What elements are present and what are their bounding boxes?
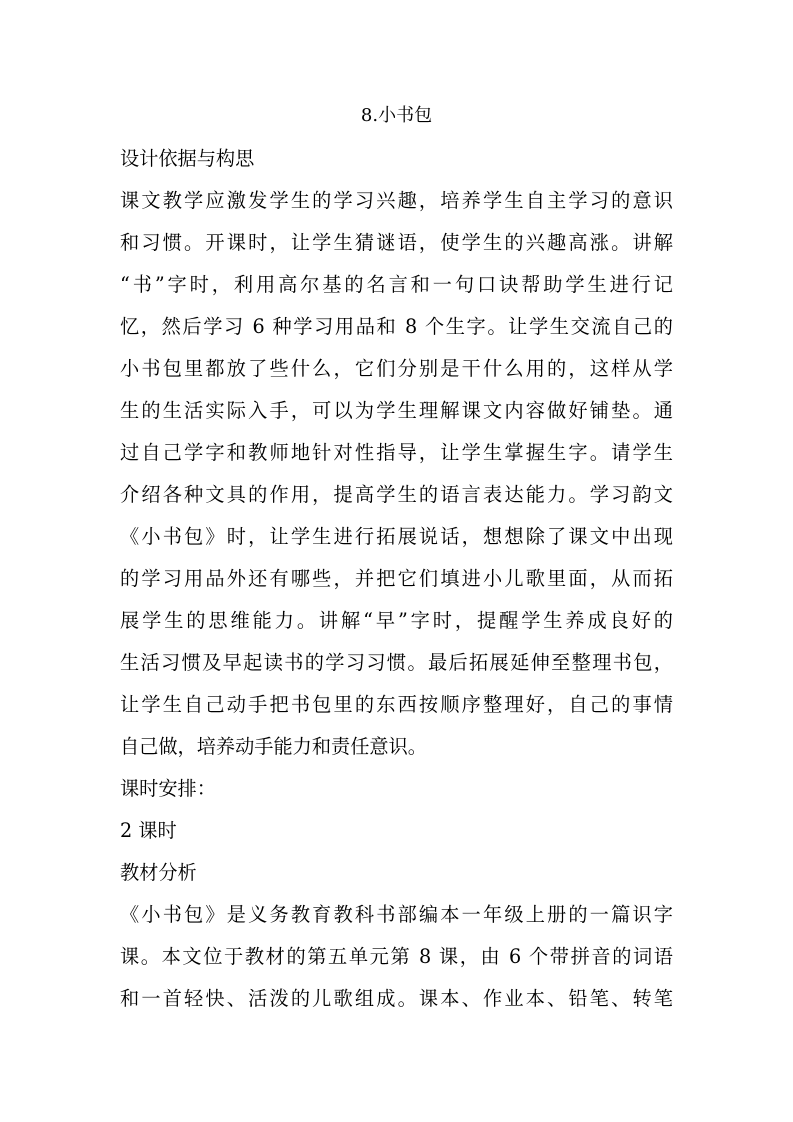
paragraph-line: 课。本文位于教材的第五单元第 8 课，由 6 个带拼音的词语 bbox=[120, 945, 673, 968]
paragraph-line: 生活习惯及早起读书的学习习惯。最后拓展延伸至整理书包， bbox=[120, 651, 673, 674]
paragraph-line: 《小书包》是义务教育教科书部编本一年级上册的一篇识字 bbox=[120, 903, 673, 926]
paragraph-line: 过自己学字和教师地针对性指导，让学生掌握生字。请学生 bbox=[120, 441, 673, 464]
paragraph-line: 小书包里都放了些什么，它们分别是干什么用的，这样从学 bbox=[120, 357, 673, 380]
paragraph-line: 介绍各种文具的作用，提高学生的语言表达能力。学习韵文 bbox=[120, 483, 673, 506]
paragraph-line: “书”字时，利用高尔基的名言和一句口诀帮助学生进行记 bbox=[120, 273, 673, 296]
paragraph-line: 课文教学应激发学生的学习兴趣，培养学生自主学习的意识 bbox=[120, 189, 673, 212]
paragraph-line: 展学生的思维能力。讲解“早”字时，提醒学生养成良好的 bbox=[120, 609, 673, 632]
heading-design-basis: 设计依据与构思 bbox=[120, 147, 255, 170]
heading-lesson-schedule: 课时安排： bbox=[120, 777, 216, 800]
paragraph-line: 和习惯。开课时，让学生猜谜语，使学生的兴趣高涨。讲解 bbox=[120, 231, 673, 254]
paragraph-line: 让学生自己动手把书包里的东西按顺序整理好，自己的事情 bbox=[120, 693, 673, 716]
paragraph-line: 忆，然后学习 6 种学习用品和 8 个生字。让学生交流自己的 bbox=[120, 315, 673, 338]
paragraph-line: 的学习用品外还有哪些，并把它们填进小儿歌里面，从而拓 bbox=[120, 567, 673, 590]
paragraph-line: 和一首轻快、活泼的儿歌组成。课本、作业本、铅笔、转笔 bbox=[120, 987, 673, 1010]
paragraph-line: 自己做，培养动手能力和责任意识。 bbox=[120, 735, 427, 758]
lesson-count: 2 课时 bbox=[120, 819, 177, 842]
page-title: 8.小书包 bbox=[360, 105, 433, 126]
heading-material-analysis: 教材分析 bbox=[120, 861, 197, 884]
paragraph-line: 生的生活实际入手，可以为学生理解课文内容做好铺垫。通 bbox=[120, 399, 673, 422]
paragraph-line: 《小书包》时，让学生进行拓展说话，想想除了课文中出现 bbox=[120, 525, 673, 548]
